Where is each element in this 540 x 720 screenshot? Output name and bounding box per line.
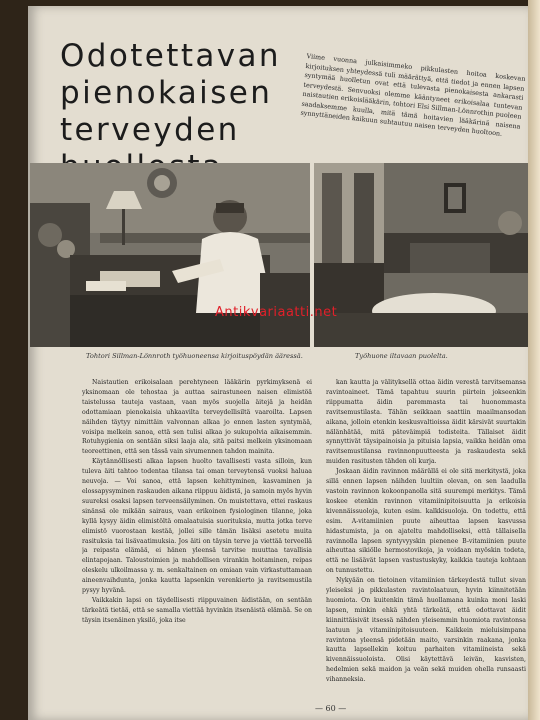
paragraph: Nykyään on tietoinen vitamiinien tärkeydestä tullut sivan yleiseksi ja pikkulasten ravintolaatuun, hyvin kiinnitetään huomiota. On kuitenkin tämä huollamana kuinka moni laski lapsen, minkin ehkä yhtä tärkeätä, että odottavat äidit kiinnittäisivät itsessä nähden yleisemmin huomiota ravintonsa laatuun ja vitamiinipitoisuuteen. Kaikkein mieluisimpana ravintona yleensä pidetään maito, varsinkin raakana, jonka kautta lapsellekin koituu parhaiten vitamiineista sekä kivennäissuoloista. Olisi käytettävä leivän, kasvisten, hedelmien sekä maidon ja veän sekä muiden ohella runsaasti vihanneksia. [326, 577, 526, 684]
study-room-photo-image [314, 163, 528, 347]
watermark: Antikvariaatti.net [215, 305, 338, 320]
title-line: terveyden [60, 112, 240, 148]
next-page-edge [528, 0, 540, 720]
article-column-right [326, 378, 526, 684]
title-line: pienokaisen [60, 75, 273, 111]
right-photo-caption: Työhuone iltavaan puolelta. [355, 352, 448, 360]
paragraph: kan kautta ja välityksellä ottaa äidin verestä tarvitsemansa ravintoaineet. Tämä tapahtuu suurin piirtein jokseenkin riippumatta äidin paremmasta tai huonommasta ravitsemustilasta. Tähän seikkaan saattiin maailmansodan aikana, jolloin etenkin keskusvaltioissa äidit kärsivät suurtakin nälänhätää, mitä päteväimpiä todisteita. Tällaiset äidit synnyttivät täysipainoisia ja pituisia lapsia, vaikka heidän oma ravitsemustilansa ravinnonpuutteesta ja raskaudesta sekä muiden rasitusten tähden oli kurja. [326, 379, 526, 466]
page-number: — 60 — [315, 704, 347, 713]
paragraph: Käytännöllisesti alkaa lapsen huolto tavallisesti vasta silloin, kun tuleva äiti tahtoo todentaa tilansa tai oman terveytensä vuoksi haluaa neuvoja. — Voi sanoa, että lapsen kehittyminen, kasvaminen ja elossapysyminen raskauden aikana riippuu äidistä, ja samoin myös hyvin suureksi osaksi lapsen terveensäilyminen. On muistettava, ettei raskaus sinänsä ole mikään sairaus, vaan erikoinen fysiologinen tilanne, joka kyllä kysyy äidin elimistöltä omalaatuisia suorituksia, mutta jotka terve elimistö vuorostaan kestää, jollei sille tämän lisäksi asetetu muita rasituksia tai lisävaatimuksia. Jos äiti on täysin terve ja viettää terveellä ja reipasta elämää, ei hänen yleensä tarvitse muuttaa tavallisia elintapojaan. Taloustoimien ja mahdollisen virankin hoitaminen, reipas oleskelu ulkoilmassa y. m. senkaltainen on omiaan vain virkastuttamaan aineenvaihdunta, jonka kautta lapsenkin verenkierto ja ravitsemustila pysyy hyvänä. [82, 458, 312, 595]
left-photo-caption: Tohtori Sillman-Lönnroth työhuoneensa kirjoituspöydän ääressä. [86, 352, 303, 360]
intro-paragraph: Viime vuonna julkaisimmeko pikkulasten hoitoa koskevan kirjoituksen yhteydessä tuli määrättyä, että tiedot ja ennen lapsen syntymää huolletun ovat että tulevasta pienokaisesta ankarasti terveydestä. Senvuoksi olemme kääntyneet erikoisalaa tuntevan naistautien erikoislääkärin, tohtori Elsi Sillman-Lönnrothin puoleen saadaksemme kuulla, mitä tämä hoitavien lääkärinä naisena synnyttäneiden kaikuun suhtautuu naisen terveyden huoltoon. [300, 52, 526, 138]
paragraph: Naistautien erikoisalaan perehtyneen lääkärin pyrkimyksenä ei yksinomaan ole tehostaa ja auttaa sairastuneen naisen elimistöä taistelussa tauteja vastaan, vaan myös suojella äitejä ja heidän odottamiaan pienokaisia uhkaavilta terveydellisiltä vaaroilta. Lapsen näihden täytyy nimittäin valvonnan alkaa jo ennen lasten syntymää, voisipa melkein sanoa, että sen tulisi alkaa jo sukupolvia aikaisemmin. Rotuhygienia on sentään siksi laaja ala, sitä paitsi melkein yksinomaan teoreettinen, että sen tässä vain sivumennen tahdon mainita. [82, 379, 312, 456]
paragraph: Joskaan äidin ravinnon määrällä ei ole sitä merkitystä, joka sillä ennen lapsen näihden luultiin olevan, on sen laadulla vastoin ravinnon kokoonpanolla sitä suurempi merkitys. Tämä koskee etenkin ravinnon vitamiinipitoisuutta ja erikoisia kivennäissuoloja, kuten esim. kalkkisuoloja. On todettu, että esim. A-vitamiinien puute aiheuttaa lapsen kasvussa hidastumista, ja on ajateltu mahdolliseksi, että tällaisella ravinnolla lapsen syntyvyyskin pienenee B-vitamiinien puute aiheuttaa sikiölle hermostovikoja, ja voidaan myöskin todeta, että ne lisäävät lapsen vastustuskyky, kaikkia tauteja kohtaan on tunnustettu. [326, 468, 526, 575]
article-column-left [82, 378, 312, 684]
study-room-photo [314, 163, 528, 347]
title-line: Odotettavan [60, 38, 281, 74]
paragraph: Vaikkakin lapsi on täydellisesti riippuvainen äidistään, on sentään tärkeätä tietää, että se samalla viettää hyvinkin itsenäistä elämää. Se on täysin itsenäinen yksilö, joka itse [82, 596, 312, 624]
